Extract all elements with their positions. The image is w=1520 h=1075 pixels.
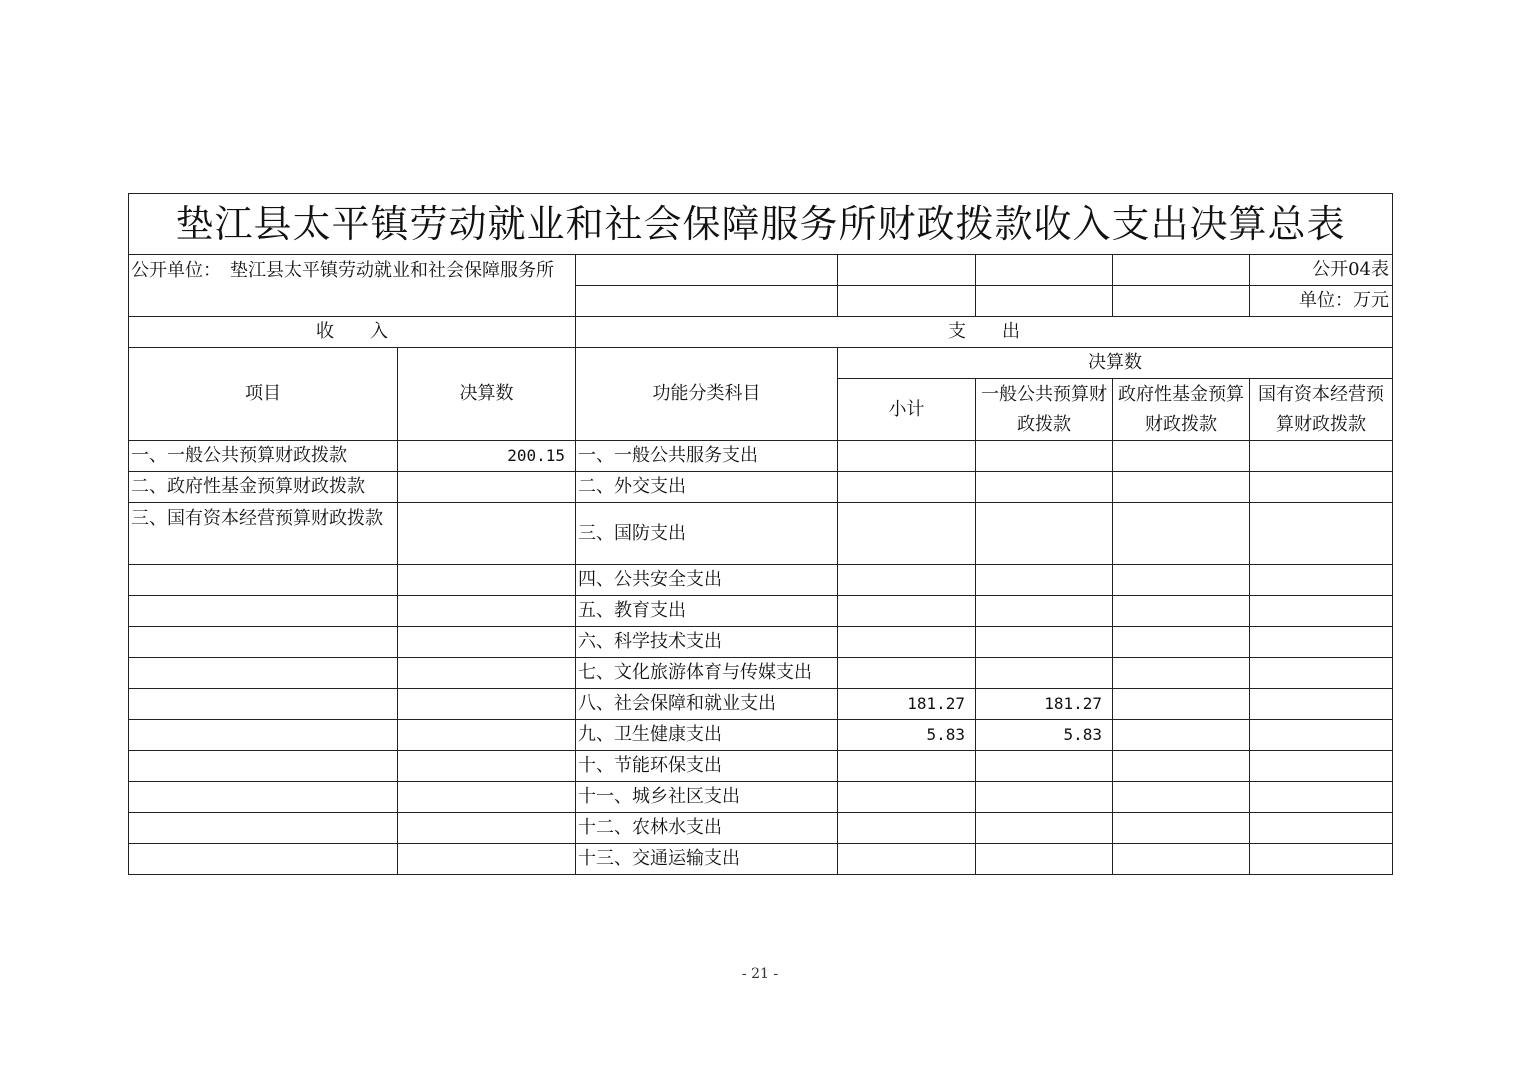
state-capital-value — [1250, 596, 1393, 627]
gov-fund-value — [1113, 689, 1250, 720]
table-row — [129, 596, 1393, 627]
table-row — [129, 751, 1393, 782]
reporting-unit-name: 垫江县太平镇劳动就业和社会保障服务所 — [230, 260, 554, 281]
income-amount — [398, 472, 576, 503]
column-header-general-budget: 一般公共预算财政拨款 — [976, 379, 1113, 441]
blank-cell — [976, 255, 1113, 286]
blank-cell — [576, 255, 838, 286]
subtotal-value — [838, 472, 976, 503]
expense-item: 三、国防支出 — [576, 503, 838, 565]
general-budget-value — [976, 627, 1113, 658]
income-amount — [398, 658, 576, 689]
income-item: 三、国有资本经营预算财政拨款 — [129, 503, 398, 565]
gov-fund-value — [1113, 596, 1250, 627]
table-row — [129, 503, 1393, 565]
general-budget-value — [976, 472, 1113, 503]
reporting-unit — [129, 255, 576, 317]
income-item — [129, 720, 398, 751]
gov-fund-value — [1113, 844, 1250, 875]
expense-item: 一、一般公共服务支出 — [576, 441, 838, 472]
column-header-function: 功能分类科目 — [576, 348, 838, 441]
state-capital-value — [1250, 565, 1393, 596]
expense-item: 十一、城乡社区支出 — [576, 782, 838, 813]
gov-fund-value — [1113, 813, 1250, 844]
column-header-amount: 决算数 — [398, 348, 576, 441]
column-header-item: 项目 — [129, 348, 398, 441]
table-row — [129, 472, 1393, 503]
state-capital-value — [1250, 782, 1393, 813]
income-item — [129, 689, 398, 720]
expense-item: 二、外交支出 — [576, 472, 838, 503]
income-item: 二、政府性基金预算财政拨款 — [129, 472, 398, 503]
state-capital-value — [1250, 689, 1393, 720]
column-header-final-group: 决算数 — [838, 348, 1393, 379]
subtotal-value: 181.27 — [838, 689, 976, 720]
general-budget-value — [976, 813, 1113, 844]
income-item — [129, 844, 398, 875]
state-capital-value — [1250, 503, 1393, 565]
state-capital-value — [1250, 751, 1393, 782]
expense-item: 七、文化旅游体育与传媒支出 — [576, 658, 838, 689]
income-amount — [398, 596, 576, 627]
gov-fund-value — [1113, 782, 1250, 813]
column-header-state-capital: 国有资本经营预算财政拨款 — [1250, 379, 1393, 441]
currency-unit: 单位：万元 — [1250, 286, 1393, 317]
table-row — [129, 844, 1393, 875]
expense-item: 十二、农林水支出 — [576, 813, 838, 844]
subtotal-value — [838, 627, 976, 658]
general-budget-value — [976, 596, 1113, 627]
state-capital-value — [1250, 658, 1393, 689]
reporting-unit-label: 公开单位： — [131, 260, 212, 281]
general-budget-value — [976, 782, 1113, 813]
table-row — [129, 627, 1393, 658]
form-number: 公开04表 — [1250, 255, 1393, 286]
subtotal-value: 5.83 — [838, 720, 976, 751]
subtotal-value — [838, 844, 976, 875]
subtotal-value — [838, 813, 976, 844]
state-capital-value — [1250, 627, 1393, 658]
income-amount — [398, 627, 576, 658]
gov-fund-value — [1113, 720, 1250, 751]
blank-cell — [976, 286, 1113, 317]
state-capital-value — [1250, 441, 1393, 472]
table-row — [129, 813, 1393, 844]
expense-item: 五、教育支出 — [576, 596, 838, 627]
state-capital-value — [1250, 813, 1393, 844]
expense-item: 六、科学技术支出 — [576, 627, 838, 658]
expense-item: 十三、交通运输支出 — [576, 844, 838, 875]
page-number: - 21 - — [741, 966, 779, 982]
general-budget-value: 5.83 — [976, 720, 1113, 751]
column-header-gov-fund: 政府性基金预算财政拨款 — [1113, 379, 1250, 441]
state-capital-value — [1250, 472, 1393, 503]
subtotal-value — [838, 441, 976, 472]
table-row — [129, 782, 1393, 813]
expense-item: 四、公共安全支出 — [576, 565, 838, 596]
blank-cell — [1113, 255, 1250, 286]
subtotal-value — [838, 503, 976, 565]
general-budget-value — [976, 844, 1113, 875]
income-item — [129, 627, 398, 658]
page-title: 垫江县太平镇劳动就业和社会保障服务所财政拨款收入支出决算总表 — [129, 194, 1393, 255]
income-amount — [398, 720, 576, 751]
general-budget-value — [976, 503, 1113, 565]
gov-fund-value — [1113, 472, 1250, 503]
table-row — [129, 441, 1393, 472]
subtotal-value — [838, 658, 976, 689]
income-amount — [398, 751, 576, 782]
income-amount — [398, 503, 576, 565]
income-item — [129, 813, 398, 844]
income-amount — [398, 844, 576, 875]
general-budget-value — [976, 565, 1113, 596]
state-capital-value — [1250, 844, 1393, 875]
general-budget-value — [976, 441, 1113, 472]
expense-item: 八、社会保障和就业支出 — [576, 689, 838, 720]
general-budget-value — [976, 751, 1113, 782]
income-amount: 200.15 — [398, 441, 576, 472]
state-capital-value — [1250, 720, 1393, 751]
expense-item: 九、卫生健康支出 — [576, 720, 838, 751]
income-item — [129, 565, 398, 596]
blank-cell — [1113, 286, 1250, 317]
gov-fund-value — [1113, 658, 1250, 689]
income-item — [129, 658, 398, 689]
table-row — [129, 565, 1393, 596]
general-budget-value: 181.27 — [976, 689, 1113, 720]
subtotal-value — [838, 782, 976, 813]
blank-cell — [838, 286, 976, 317]
gov-fund-value — [1113, 565, 1250, 596]
subtotal-value — [838, 751, 976, 782]
subtotal-value — [838, 565, 976, 596]
general-budget-value — [976, 658, 1113, 689]
expense-section-header: 支 出 — [576, 317, 1393, 348]
income-item — [129, 596, 398, 627]
table-row — [129, 689, 1393, 720]
table-row — [129, 658, 1393, 689]
income-amount — [398, 813, 576, 844]
column-header-subtotal: 小计 — [838, 379, 976, 441]
income-amount — [398, 689, 576, 720]
income-item: 一、一般公共预算财政拨款 — [129, 441, 398, 472]
income-item — [129, 782, 398, 813]
blank-cell — [576, 286, 838, 317]
fiscal-summary-table — [128, 193, 1393, 875]
expense-item: 十、节能环保支出 — [576, 751, 838, 782]
table-row — [129, 720, 1393, 751]
income-amount — [398, 782, 576, 813]
gov-fund-value — [1113, 751, 1250, 782]
income-item — [129, 751, 398, 782]
subtotal-value — [838, 596, 976, 627]
gov-fund-value — [1113, 503, 1250, 565]
gov-fund-value — [1113, 441, 1250, 472]
gov-fund-value — [1113, 627, 1250, 658]
income-section-header: 收 入 — [129, 317, 576, 348]
blank-cell — [838, 255, 976, 286]
income-amount — [398, 565, 576, 596]
